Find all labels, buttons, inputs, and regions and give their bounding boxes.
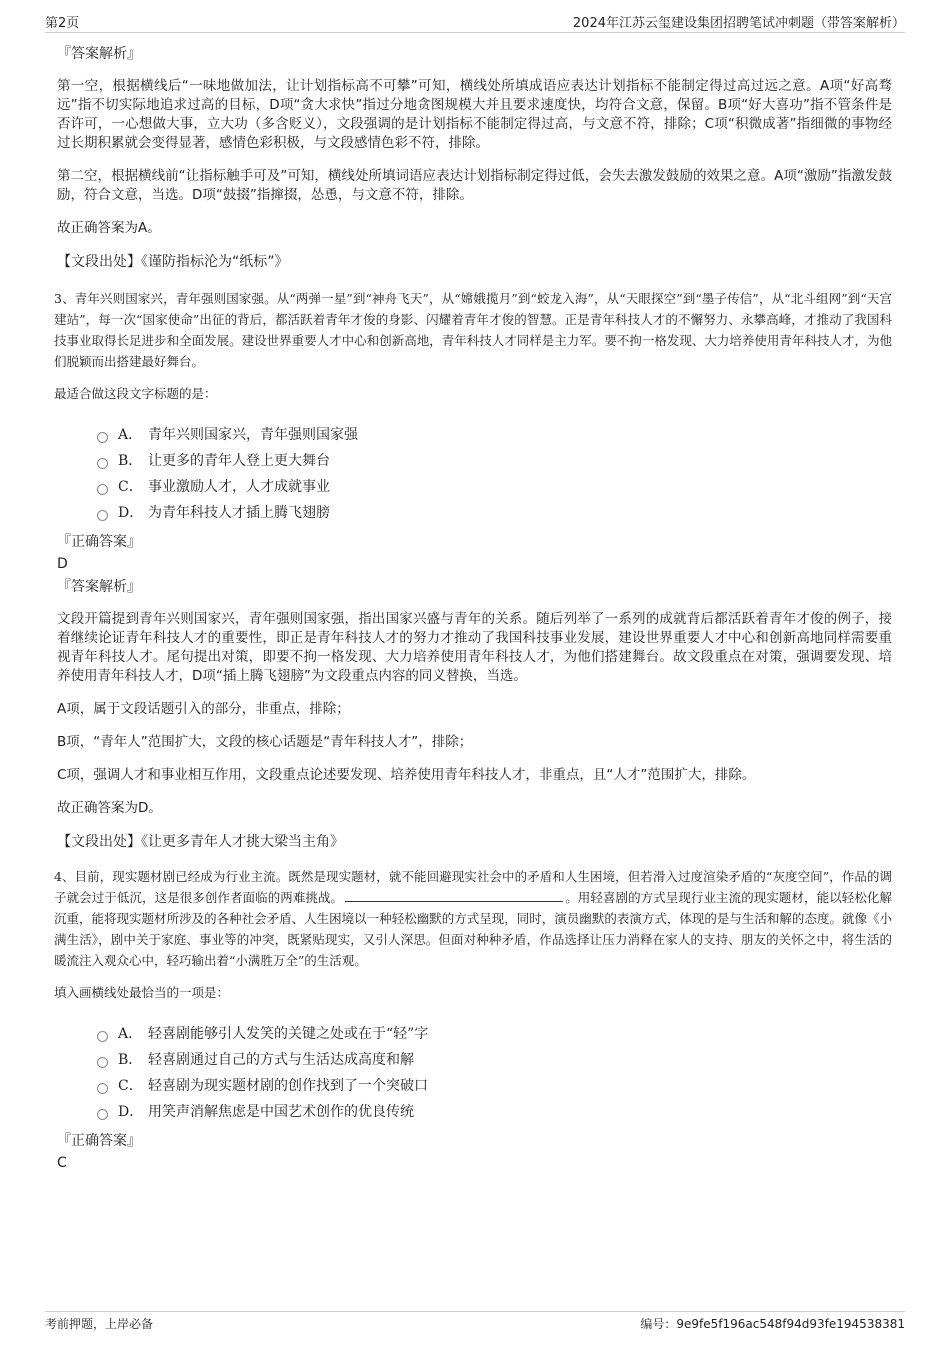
- page-footer: [45, 1311, 905, 1332]
- analysis-paragraph: B项，“青年人”范围扩大，文段的核心话题是“青年科技人才”，排除；: [57, 734, 473, 750]
- analysis-paragraph: 第一空，根据横线后“一味地做加法，让计划指标高不可攀”可知，横线处所填成语应表达计划指标不能制定得过高过远之意。A项“好高骛远”指不切实际地追求过高的目标，D项“贪大求快”指过分地贪图规模大并且要求速度快，均符合文意，保留。B项“好大喜功”指不管条件是否许可，一心想做大事，立大功（多含贬义），文段强调的是计划指标不能制定得过高，与文意不符，排除；C项“积微成著”指细微的事物经过长期积累就会变得显著，感情色彩积极，与文段感情色彩不符，排除。: [57, 78, 892, 151]
- correct-answer-heading: 『正确答案』: [57, 1133, 141, 1149]
- analysis-conclusion: 故正确答案为A。: [57, 220, 161, 236]
- fill-in-blank: [345, 889, 563, 902]
- radio-button-icon[interactable]: [97, 1109, 108, 1120]
- option-text: 事业激励人才，人才成就事业: [148, 479, 330, 495]
- radio-button-icon[interactable]: [97, 1083, 108, 1094]
- option-a[interactable]: [97, 421, 892, 447]
- question-4-text-before: 4、目前，现实题材剧已经成为行业主流。既然是现实题材，就不能回避现实社会中的矛盾和人生困境，但若滑入过度渲染矛盾的“灰度空间”，作品的调子就会过于低沉，这是很多创作者面临的两难挑战。: [54, 869, 892, 905]
- option-d[interactable]: [97, 499, 892, 525]
- question-3-prompt: 最适合做这段文字标题的是：: [54, 386, 217, 401]
- option-b[interactable]: [97, 447, 892, 473]
- analysis-heading: 『答案解析』: [57, 579, 141, 595]
- option-letter: D．: [118, 1104, 144, 1120]
- radio-button-icon[interactable]: [97, 510, 108, 521]
- source-citation: 【文段出处】《谨防指标沦为“纸标”》: [57, 254, 289, 270]
- document-code: 编号：9e9fe5f196ac548f94d93fe194538381: [640, 1317, 905, 1331]
- option-c[interactable]: [97, 473, 892, 499]
- analysis-paragraph: 文段开篇提到青年兴则国家兴，青年强则国家强，指出国家兴盛与青年的关系。随后列举了一系列的成就背后都活跃着青年才俊的例子，接着继续论证青年科技人才的重要性，即正是青年科技人才的努力才推动了我国科技事业发展，建设世界重要人才中心和创新高地同样需要重视青年科技人才。尾句提出对策，即要不拘一格发现、大力培养使用青年科技人才，为他们搭建舞台。故文段重点在对策，强调要发现、培养使用青年科技人才，D项“插上腾飞翅膀”为文段重点内容的同义替换，当选。: [57, 611, 892, 684]
- option-d[interactable]: [97, 1098, 892, 1124]
- option-text: 轻喜剧能够引人发笑的关键之处或在于“轻”字: [148, 1026, 429, 1042]
- option-letter: A．: [118, 1026, 143, 1042]
- option-b[interactable]: [97, 1046, 892, 1072]
- question-3-options: [97, 421, 892, 525]
- question-4-text: [54, 866, 892, 971]
- option-text: 轻喜剧为现实题材剧的创作找到了一个突破口: [148, 1078, 428, 1094]
- question-4-options: [97, 1020, 892, 1124]
- option-a[interactable]: [97, 1020, 892, 1046]
- option-letter: D．: [118, 505, 144, 521]
- correct-answer-heading: 『正确答案』: [57, 534, 141, 550]
- option-text: 为青年科技人才插上腾飞翅膀: [148, 505, 330, 521]
- option-c[interactable]: [97, 1072, 892, 1098]
- radio-button-icon[interactable]: [97, 484, 108, 495]
- page-header: [45, 12, 905, 33]
- option-letter: B．: [118, 453, 143, 469]
- radio-button-icon[interactable]: [97, 1057, 108, 1068]
- correct-answer: D: [57, 556, 68, 572]
- option-text: 用笑声消解焦虑是中国艺术创作的优良传统: [148, 1104, 414, 1120]
- option-text: 轻喜剧通过自己的方式与生活达成高度和解: [148, 1052, 414, 1068]
- document-title: 2024年江苏云玺建设集团招聘笔试冲刺题（带答案解析）: [572, 16, 905, 31]
- question-4-prompt: 填入画横线处最恰当的一项是：: [54, 985, 230, 1000]
- radio-button-icon[interactable]: [97, 458, 108, 469]
- analysis-paragraph: C项，强调人才和事业相互作用，文段重点论述要发现、培养使用青年科技人才，非重点，且“人才”范围扩大，排除。: [57, 767, 756, 783]
- option-letter: C．: [118, 1078, 143, 1094]
- question-3-text: 3、青年兴则国家兴，青年强则国家强。从“两弹一星”到“神舟飞天”，从“嫦娥揽月”到“蛟龙入海”，从“天眼探空”到“墨子传信”，从“北斗组网”到“天宫建站”，每一次“国家使命”出征的背后，都活跃着青年才俊的身影、闪耀着青年才俊的智慧。正是青年科技人才的不懈努力、永攀高峰，才推动了我国科技事业取得长足进步和全面发展。建设世界重要人才中心和创新高地，青年科技人才同样是主力军。要不拘一格发现、大力培养使用青年科技人才，为他们脱颖而出搭建最好舞台。: [54, 291, 892, 369]
- radio-button-icon[interactable]: [97, 432, 108, 443]
- analysis-paragraph: A项，属于文段话题引入的部分，非重点，排除；: [57, 701, 350, 717]
- analysis-heading: 『答案解析』: [57, 46, 141, 62]
- footer-slogan: 考前押题，上岸必备: [45, 1317, 154, 1331]
- page-number: 第2页: [45, 16, 80, 31]
- page-content: [54, 44, 892, 1176]
- source-citation: 【文段出处】《让更多青年人才挑大梁当主角》: [57, 834, 344, 850]
- radio-button-icon[interactable]: [97, 1031, 108, 1042]
- analysis-paragraph: 第二空，根据横线前“让指标触手可及”可知，横线处所填词语应表达计划指标制定得过低，会失去激发鼓励的效果之意。A项“激励”指激发鼓励，符合文意，当选。D项“鼓掇”指撺掇，怂恿，与文意不符，排除。: [57, 168, 892, 203]
- analysis-conclusion: 故正确答案为D。: [57, 800, 162, 816]
- option-letter: C．: [118, 479, 143, 495]
- correct-answer: C: [57, 1155, 67, 1171]
- option-text: 青年兴则国家兴，青年强则国家强: [148, 427, 358, 443]
- option-letter: A．: [118, 427, 143, 443]
- option-letter: B．: [118, 1052, 143, 1068]
- question-4-text-after: 。用轻喜剧的方式呈现行业主流的现实题材，能以轻松化解沉重，能将现实题材所涉及的各种社会矛盾、人生困境以一种轻松幽默的方式呈现，同时，演员幽默的表演方式，体现的是与生活和解的态度。就像《小满生活》，剧中关于家庭、事业等的冲突，既紧贴现实，又引人深思。但面对种种矛盾，作品选择让压力消释在家人的支持、朋友的关怀之中，将生活的暖流注入观众心中，轻巧输出着“小满胜万全”的生活观。: [54, 890, 892, 968]
- option-text: 让更多的青年人登上更大舞台: [148, 453, 330, 469]
